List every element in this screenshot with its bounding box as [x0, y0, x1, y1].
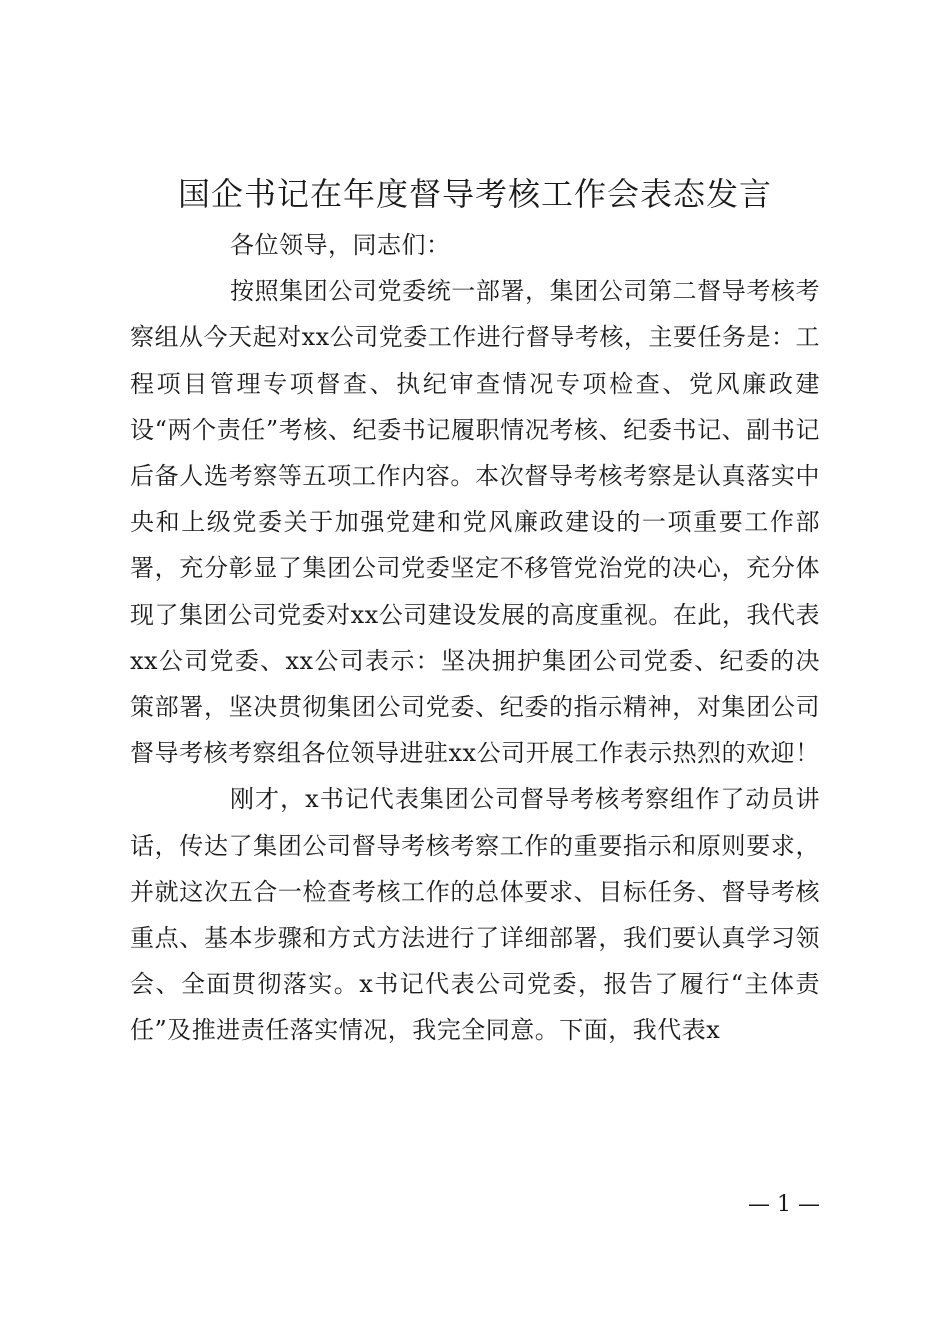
document-body [130, 222, 820, 1054]
page-number: — 1 — [748, 1192, 820, 1217]
salutation-paragraph: 各位领导，同志们： [230, 231, 451, 259]
document-title: 国企书记在年度督导考核工作会表态发言 [177, 175, 772, 213]
body-paragraph: 按照集团公司党委统一部署，集团公司第二督导考核考察组从今天起对xx公司党委工作进行督导考核，主要任务是：工程项目管理专项督查、执纪审查情况专项检查、党风廉政建设“两个责任”考核、纪委书记履职情况考核、纪委书记、副书记后备人选考察等五项工作内容。本次督导考核考察是认真落实中央和上级党委关于加强党建和党风廉政建设的一项重要工作部署，充分彰显了集团公司党委坚定不移管党治党的决心，充分体现了集团公司党委对xx公司建设发展的高度重视。在此，我代表xx公司党委、xx公司表示：坚决拥护集团公司党委、纪委的决策部署，坚决贯彻集团公司党委、纪委的指示精神，对集团公司督导考核考察组各位领导进驻xx公司开展工作表示热烈的欢迎！ [130, 277, 820, 768]
body-paragraph: 刚才，x书记代表集团公司督导考核考察组作了动员讲话，传达了集团公司督导考核考察工作的重要指示和原则要求，并就这次五合一检查考核工作的总体要求、目标任务、督导考核重点、基本步骤和方式方法进行了详细部署，我们要认真学习领会、全面贯彻落实。x书记代表公司党委，报告了履行“主体责任”及推进责任落实情况，我完全同意。下面，我代表x [130, 785, 820, 1045]
